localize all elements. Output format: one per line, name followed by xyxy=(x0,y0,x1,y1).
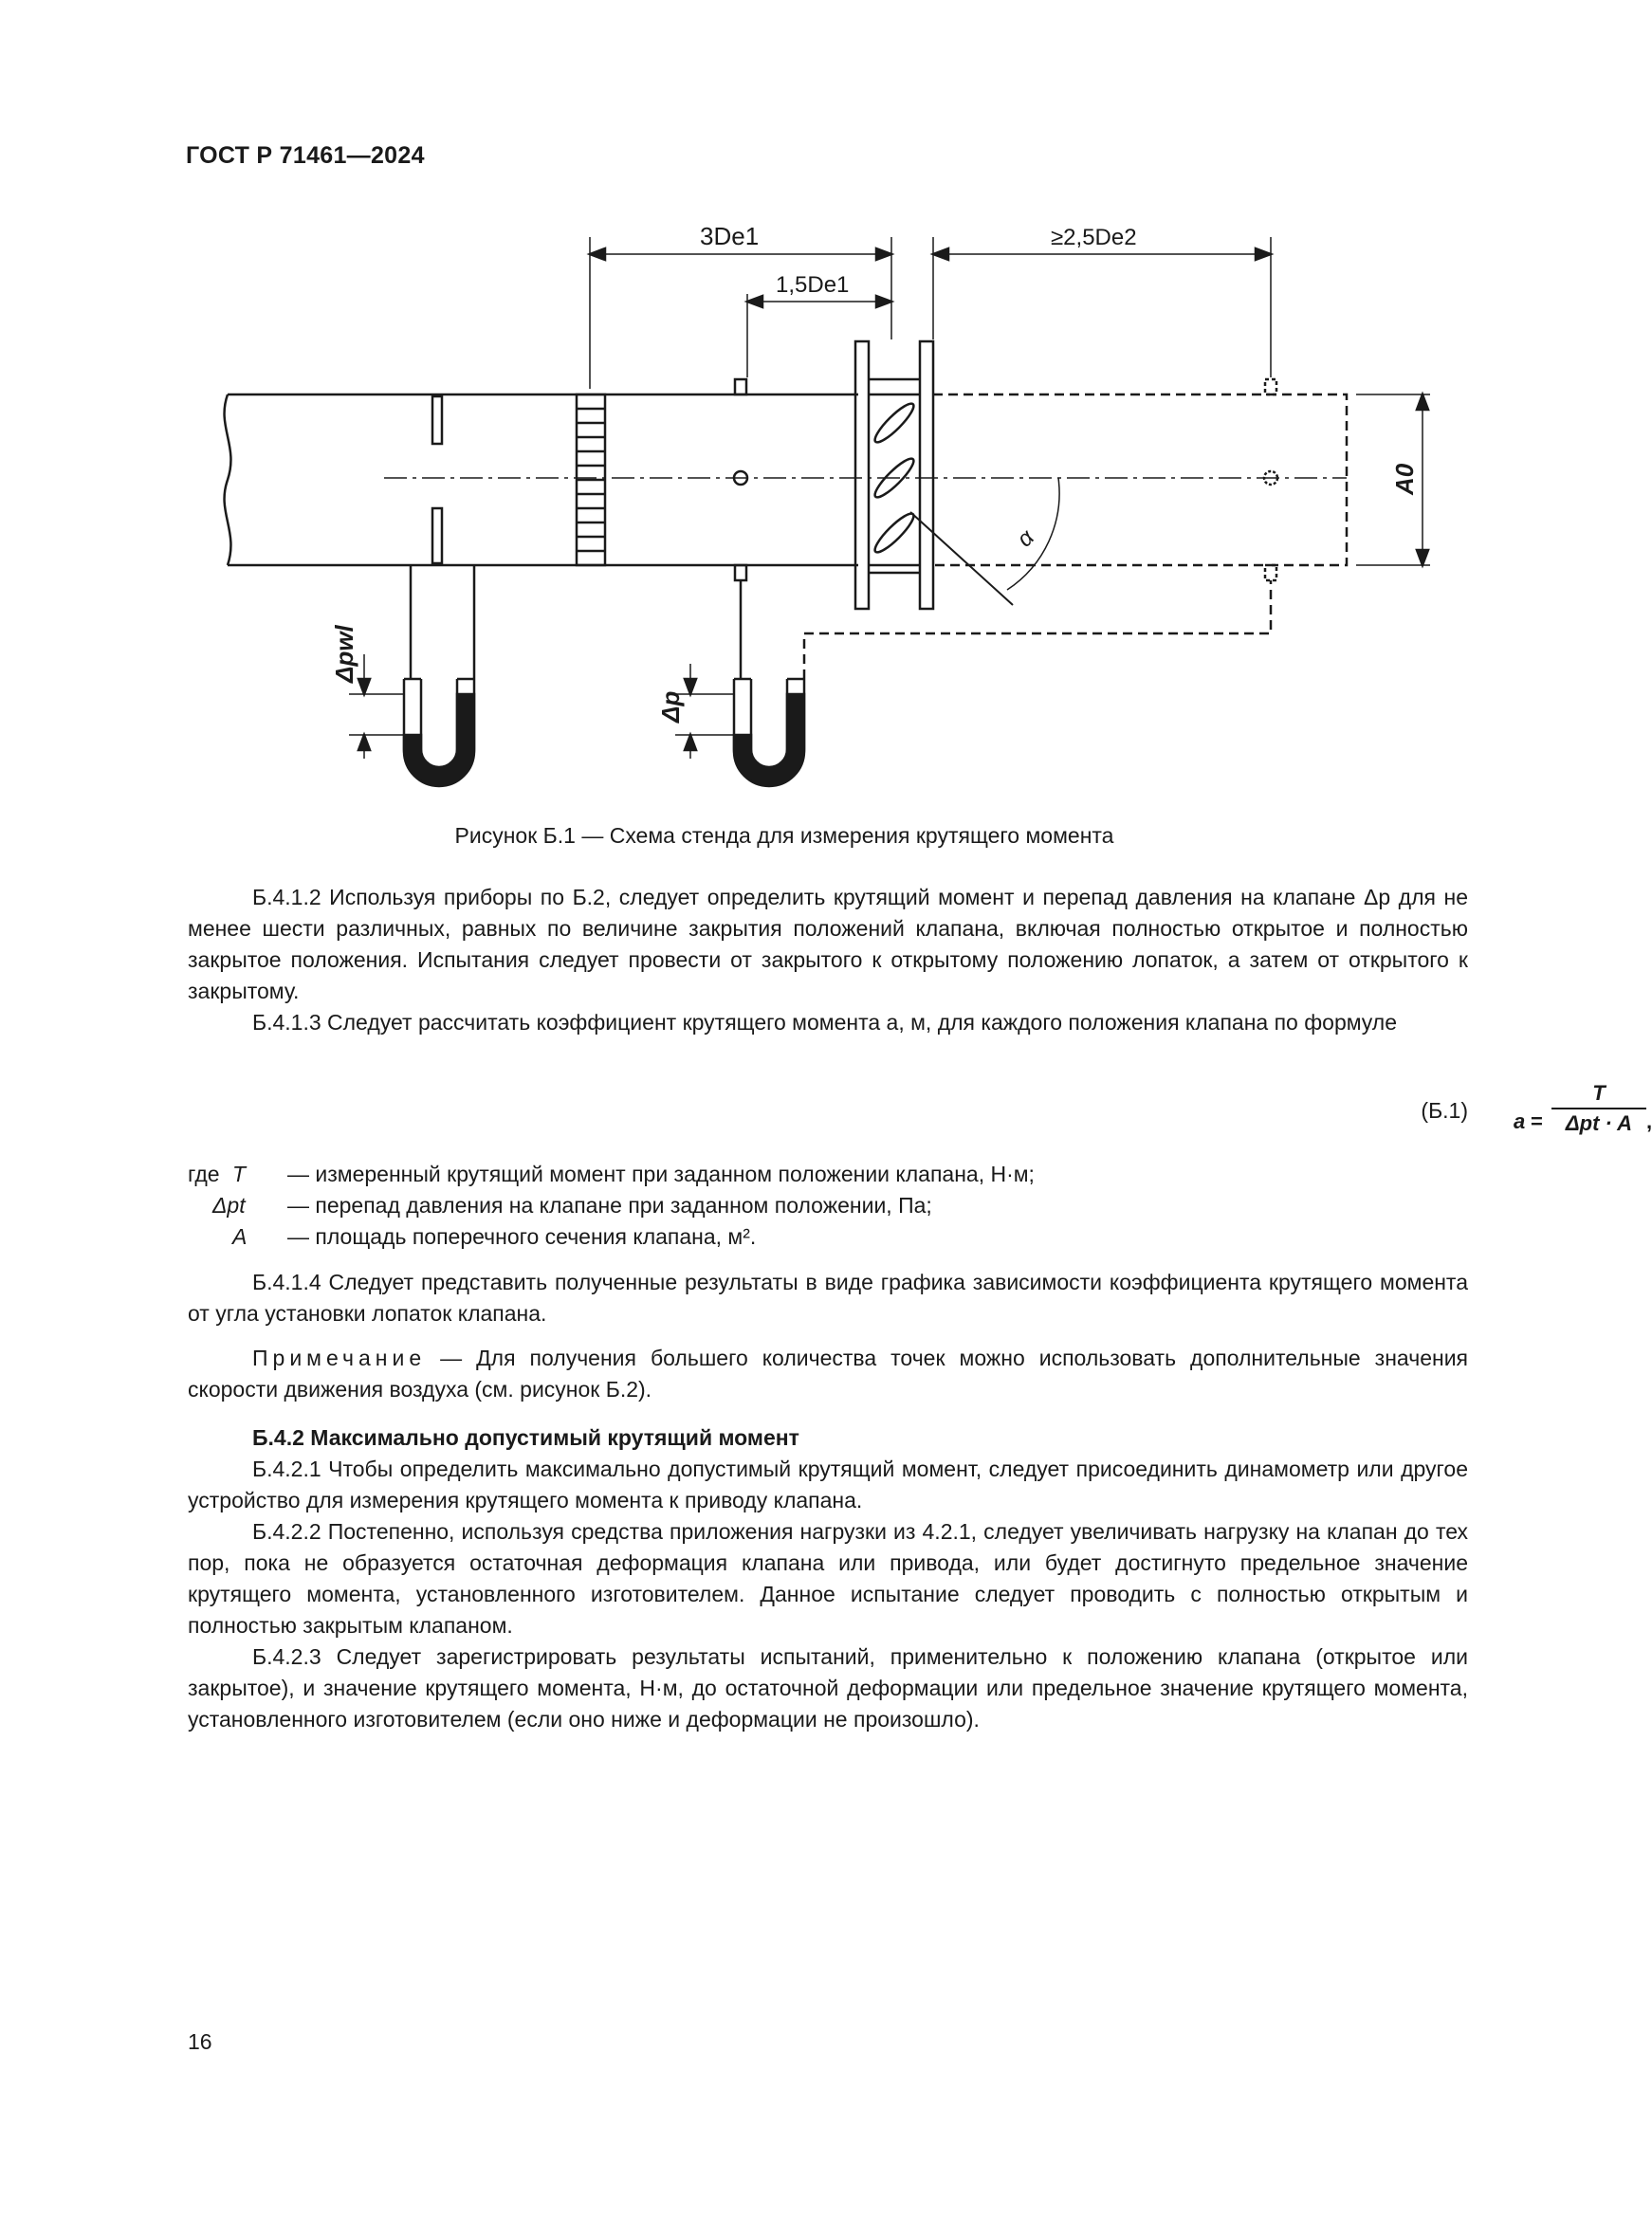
legend-symbol: Δpt xyxy=(212,1193,246,1218)
figure-caption: Рисунок Б.1 — Схема стенда для измерения крутящего момента xyxy=(454,823,1114,848)
document-header: ГОСТ Р 71461—2024 xyxy=(186,142,425,169)
outlet-tap-bottom xyxy=(1265,565,1276,580)
label-dp: Δp xyxy=(656,690,685,723)
formula-lhs: a xyxy=(1514,1109,1526,1133)
body-text-2 xyxy=(188,1267,1468,1735)
outlet-duct xyxy=(933,394,1347,565)
legend-description: — измеренный крутящий момент при заданном положении клапана, Н·м; xyxy=(287,1162,1035,1186)
paragraph-b423: Б.4.2.3 Следует зарегистрировать результаты испытаний, применительно к положению клапана (открытое или закрытое), и значение крутящего момента, Н·м, до остаточной деформации или предельное значение крутящего момента, установленного изготовителем (если оно ниже и деформации не произошло). xyxy=(188,1644,1468,1732)
label-dp-wl: Δpwl xyxy=(330,625,358,683)
torque-test-stand-diagram xyxy=(0,0,1569,816)
page-number: 16 xyxy=(188,2029,212,2054)
legend-description: — перепад давления на клапане при заданном положении, Па; xyxy=(287,1193,932,1218)
label-3de1: 3De1 xyxy=(700,222,760,250)
paragraph-b412: Б.4.1.2 Используя приборы по Б.2, следует определить крутящий момент и перепад давления на клапане Δp для не менее шести различных, равных по величине закрытия положений клапана, включая полностью открытое и полностью закрытое положения. Испытания следует провести от закрытого к открытому положению лопаток, а затем от открытого к закрытому. xyxy=(188,885,1468,1003)
paragraph-b414: Б.4.1.4 Следует представить полученные результаты в виде графика зависимости коэффициента крутящего момента от угла установки лопаток клапана. xyxy=(188,1270,1468,1326)
alpha-line xyxy=(910,512,1013,605)
manometer-p xyxy=(734,580,1271,786)
damper-valve xyxy=(855,341,933,609)
formula-number: (Б.1) xyxy=(1421,1098,1468,1123)
note-text: — Для получения большего количества точек можно использовать дополнительные значения скорости движения воздуха (см. рисунок Б.2). xyxy=(188,1346,1468,1402)
pressure-tap-top xyxy=(735,379,746,394)
legend-description: — площадь поперечного сечения клапана, м². xyxy=(287,1224,757,1249)
manometer-wl xyxy=(404,565,474,786)
label-25de2: ≥2,5De2 xyxy=(1051,225,1137,250)
formula-fraction xyxy=(1551,1081,1646,1136)
formula-b1 xyxy=(0,1081,1652,1157)
duct-break-line xyxy=(225,394,231,565)
legend-prefix: где xyxy=(188,1162,220,1186)
label-15de1: 1,5De1 xyxy=(776,272,850,298)
body-text-1 xyxy=(188,882,1468,1038)
outlet-tap-top xyxy=(1265,379,1276,394)
label-alpha: α xyxy=(1012,524,1039,553)
note xyxy=(188,1343,1468,1405)
legend-symbol: A xyxy=(232,1224,248,1249)
paragraph-b422: Б.4.2.2 Постепенно, используя средства приложения нагрузки из 4.2.1, следует увеличивать нагрузку на клапан до тех пор, пока не образуется остаточная деформация клапана или привода, или будет достигнуто предельное значение крутящего момента, установленного изготовителем. Данное испытание следует проводить с полностью открытым и полностью закрытым клапаном. xyxy=(188,1519,1468,1638)
formula-numerator: T xyxy=(1551,1081,1646,1109)
note-label: Примечание xyxy=(252,1346,427,1370)
legend-symbol: T xyxy=(232,1162,247,1186)
pressure-tap-bottom xyxy=(735,565,746,580)
paragraph-b413: Б.4.1.3 Следует рассчитать коэффициент крутящего момента a, м, для каждого положения клапана по формуле xyxy=(252,1010,1398,1035)
formula-comma: , xyxy=(1646,1109,1652,1133)
label-a0: A0 xyxy=(1390,463,1419,495)
formula-denominator: Δpt · A xyxy=(1565,1111,1633,1135)
orifice-plate-top xyxy=(432,396,442,444)
paragraph-b421: Б.4.2.1 Чтобы определить максимально допустимый крутящий момент, следует присоединить динамометр или другое устройство для измерения крутящего момента к приводу клапана. xyxy=(188,1457,1468,1512)
flow-straightener xyxy=(577,394,605,565)
formula-equals: = xyxy=(1531,1109,1543,1133)
orifice-plate-bottom xyxy=(432,508,442,563)
section-heading-b42: Б.4.2 Максимально допустимый крутящий момент xyxy=(252,1425,799,1450)
